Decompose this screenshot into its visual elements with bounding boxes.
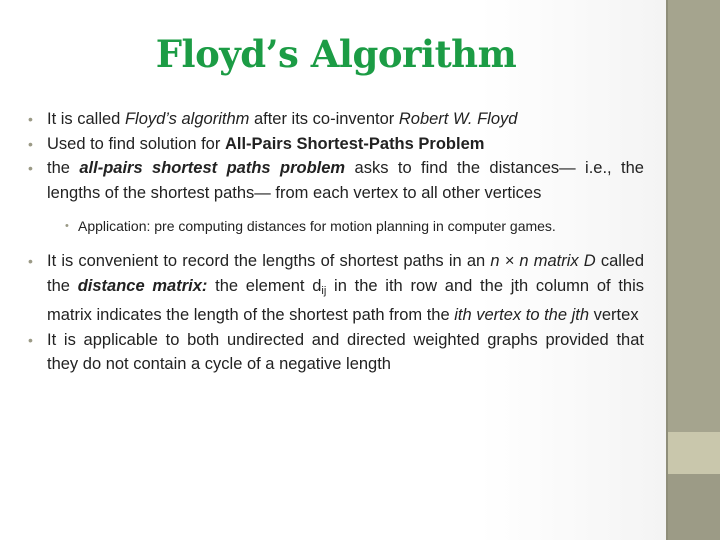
side-strip-accent-block	[666, 432, 720, 474]
italic-text: n × n matrix D	[490, 252, 596, 270]
text-run: Application: pre computing distances for motion planning in computer games.	[78, 218, 556, 234]
bold-italic-text: all-pairs shortest paths problem	[79, 159, 346, 177]
text-run: the element d	[207, 276, 322, 295]
text-run: Used to find solution for	[47, 134, 225, 153]
text-run: called the	[47, 252, 644, 295]
bold-text: All-Pairs Shortest-Paths Problem	[224, 134, 485, 153]
bullet-icon: •	[28, 160, 33, 176]
subscript-text: ij	[321, 284, 327, 297]
bullet-item	[28, 107, 644, 132]
text-run: It is called	[47, 110, 125, 128]
bullet-item	[28, 156, 644, 205]
side-strip-lower-block	[666, 474, 720, 540]
italic-text: Robert W. Floyd	[398, 110, 518, 128]
bullet-item	[28, 249, 644, 328]
bullet-icon: •	[28, 331, 33, 348]
italic-text: Floyd’s algorithm	[124, 110, 250, 128]
bullet-icon: •	[65, 220, 69, 232]
bold-italic-text: distance matrix:	[77, 276, 208, 295]
slide-content	[28, 107, 644, 377]
text-run: the	[47, 159, 80, 177]
bullet-item	[28, 328, 644, 377]
bullet-icon: •	[28, 135, 33, 152]
italic-text: ith vertex to the jth	[454, 306, 590, 324]
sub-bullet-item	[65, 215, 644, 237]
text-run: It is applicable to both undirected and directed weighted graphs provided that they do not contain a cycle of a negative length	[47, 330, 644, 373]
side-strip-upper-block	[666, 0, 720, 432]
text-run: vertex	[589, 306, 639, 324]
side-strip-edge	[666, 0, 668, 540]
decorative-side-strip	[666, 0, 720, 540]
text-run: asks to find the distances— i.e., the lengths of the shortest paths— from each vertex to all other vertices	[47, 159, 644, 202]
bullet-icon: •	[28, 253, 33, 269]
bullet-item	[28, 132, 644, 157]
text-run: It is convenient to record the lengths of shortest paths in an	[47, 252, 491, 270]
text-run: in the ith row and the jth column of this matrix indicates the length of the shortest path from the	[47, 276, 644, 324]
bullet-icon: •	[28, 111, 33, 127]
text-run: after its co-inventor	[249, 110, 399, 128]
slide-title: Floyd’s Algorithm	[155, 32, 517, 76]
